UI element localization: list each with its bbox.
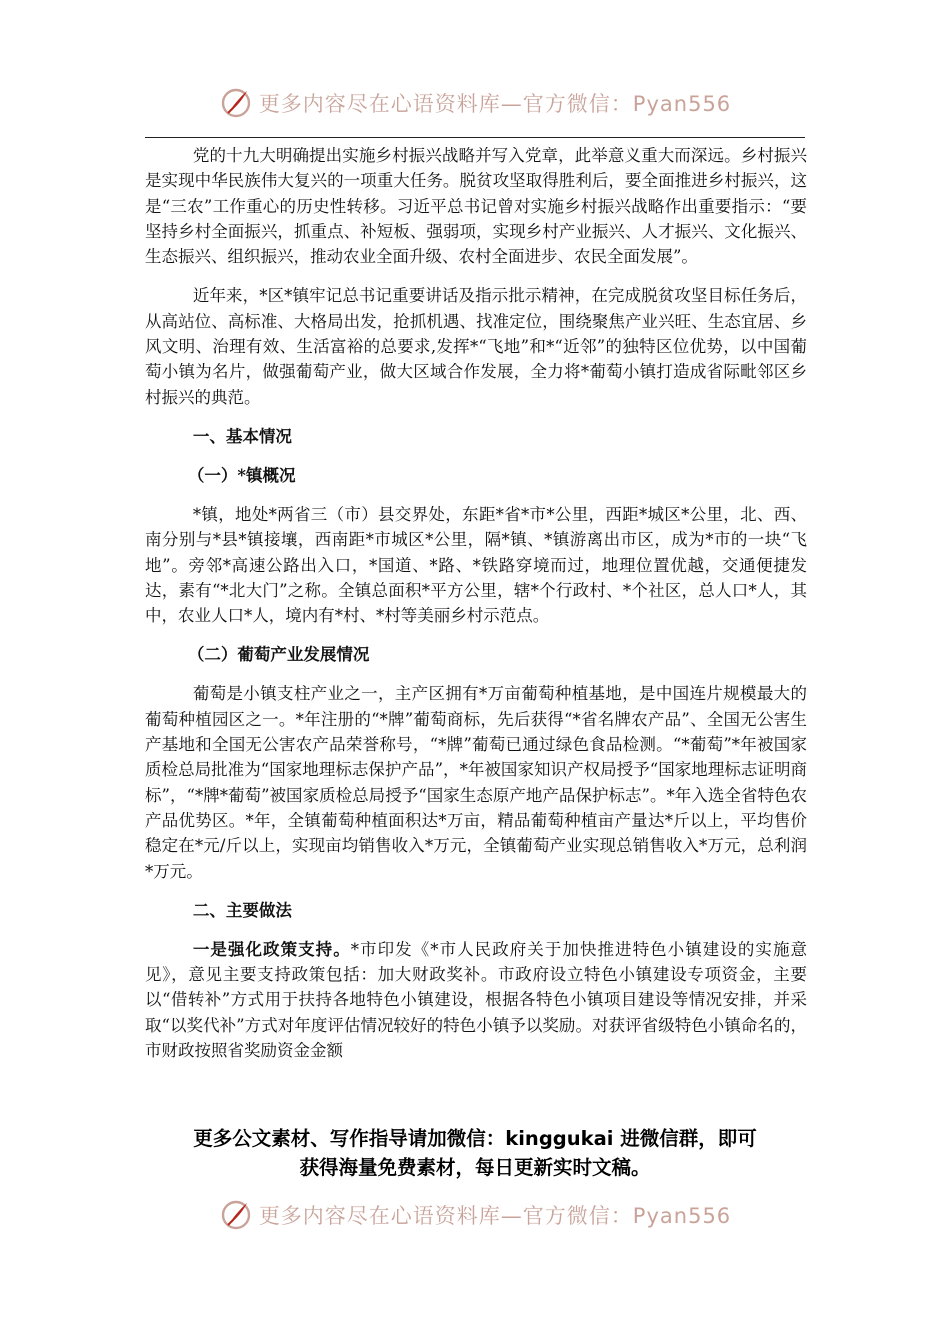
intro-paragraph-2: 近年来，*区*镇牢记总书记重要讲话及指示批示精神，在完成脱贫攻坚目标任务后，从高站位、高标准、大格局出发，抢抓机遇、找准定位，围绕聚焦产业兴旺、生态宜居、乡风文明、治理有效、生活富裕的总要求,发挥*“飞地”和*“近邻”的独特区位优势，以中国葡萄小镇为名片，做强葡萄产业，做大区域合作发展，全力将*葡萄小镇打造成省际毗邻区乡村振兴的典范。	[145, 286, 807, 407]
section-heading-basic-situation: 一、基本情况	[192, 426, 292, 446]
footer-watermark-banner	[0, 1192, 950, 1238]
promo-line-2: 获得海量免费素材，每日更新实时文稿。	[299, 1156, 651, 1179]
feather-pen-icon	[219, 1198, 253, 1232]
feather-pen-icon	[219, 86, 253, 120]
document-body	[145, 143, 807, 1077]
measure-text: *市印发《*市人民政府关于加快推进特色小镇建设的实施意见》，意见主要支持政策包括：加大财政奖补。市政府设立特色小镇建设专项资金，主要以“借转补”方式用于扶持各地特色小镇建设，根据各特色小镇项目建设等情况安排，并采取“以奖代补”方式对年度评估情况较好的特色小镇予以奖励。对获评省级特色小镇命名的，市财政按照省奖励资金金额	[145, 939, 808, 1061]
header-divider	[145, 137, 805, 138]
town-overview-paragraph: *镇，地处*两省三（市）县交界处，东距*省*市*公里，西距*城区*公里，北、西、南分别与*县*镇接壤，西南距*市城区*公里，隔*镇、*镇游离出市区，成为*市的一块“飞地”。旁邻*高速公路出入口，*国道、*路、*铁路穿境而过，地理位置优越，交通便捷发达，素有“*北大门”之称。全镇总面积*平方公里，辖*个行政村、*个社区，总人口*人，其中，农业人口*人，境内有*村、*村等美丽乡村示范点。	[145, 504, 807, 626]
measure-paragraph-1	[145, 937, 807, 1063]
promo-line-1: 更多公文素材、写作指导请加微信：kinggukai 进微信群，即可	[193, 1127, 757, 1150]
promo-notice	[100, 1124, 850, 1182]
measure-lead: 一是强化政策支持。	[192, 939, 351, 959]
watermark-text: 更多内容尽在心语资料库—官方微信：Pyan556	[258, 1204, 732, 1228]
subsection-heading-town-overview: （一）*镇概况	[187, 465, 296, 485]
header-watermark-banner	[0, 80, 950, 126]
intro-paragraph-1: 党的十九大明确提出实施乡村振兴战略并写入党章，此举意义重大而深远。乡村振兴是实现中华民族伟大复兴的一项重大任务。脱贫攻坚取得胜利后，要全面推进乡村振兴，这是“三农”工作重心的历史性转移。习近平总书记曾对实施乡村振兴战略作出重要指示：“要坚持乡村全面振兴，抓重点、补短板、强弱项，实现乡村产业振兴、人才振兴、文化振兴、生态振兴、组织振兴，推动农业全面升级、农村全面进步、农民全面发展”。	[145, 146, 807, 267]
subsection-heading-grape-industry: （二）葡萄产业发展情况	[187, 645, 370, 665]
section-heading-main-practices: 二、主要做法	[192, 900, 292, 920]
watermark-text: 更多内容尽在心语资料库—官方微信：Pyan556	[258, 92, 732, 116]
grape-industry-paragraph: 葡萄是小镇支柱产业之一，主产区拥有*万亩葡萄种植基地，是中国连片规模最大的葡萄种植园区之一。*年注册的“*牌”葡萄商标，先后获得“*省名牌农产品”、全国无公害生产基地和全国无公害农产品荣誉称号，“*牌”葡萄已通过绿色食品检测。“*葡萄”*年被国家质检总局批准为“国家地理标志保护产品”，*年被国家知识产权局授予“国家地理标志证明商标”，“*牌*葡萄”被国家质检总局授予“国家生态原产地产品保护标志”。*年入选全省特色农产品优势区。*年，全镇葡萄种植面积达*万亩，精品葡萄种植亩产量达*斤以上，平均售价稳定在*元/斤以上，实现亩均销售收入*万元，全镇葡萄产业实现总销售收入*万元，总利润*万元。	[145, 684, 807, 881]
